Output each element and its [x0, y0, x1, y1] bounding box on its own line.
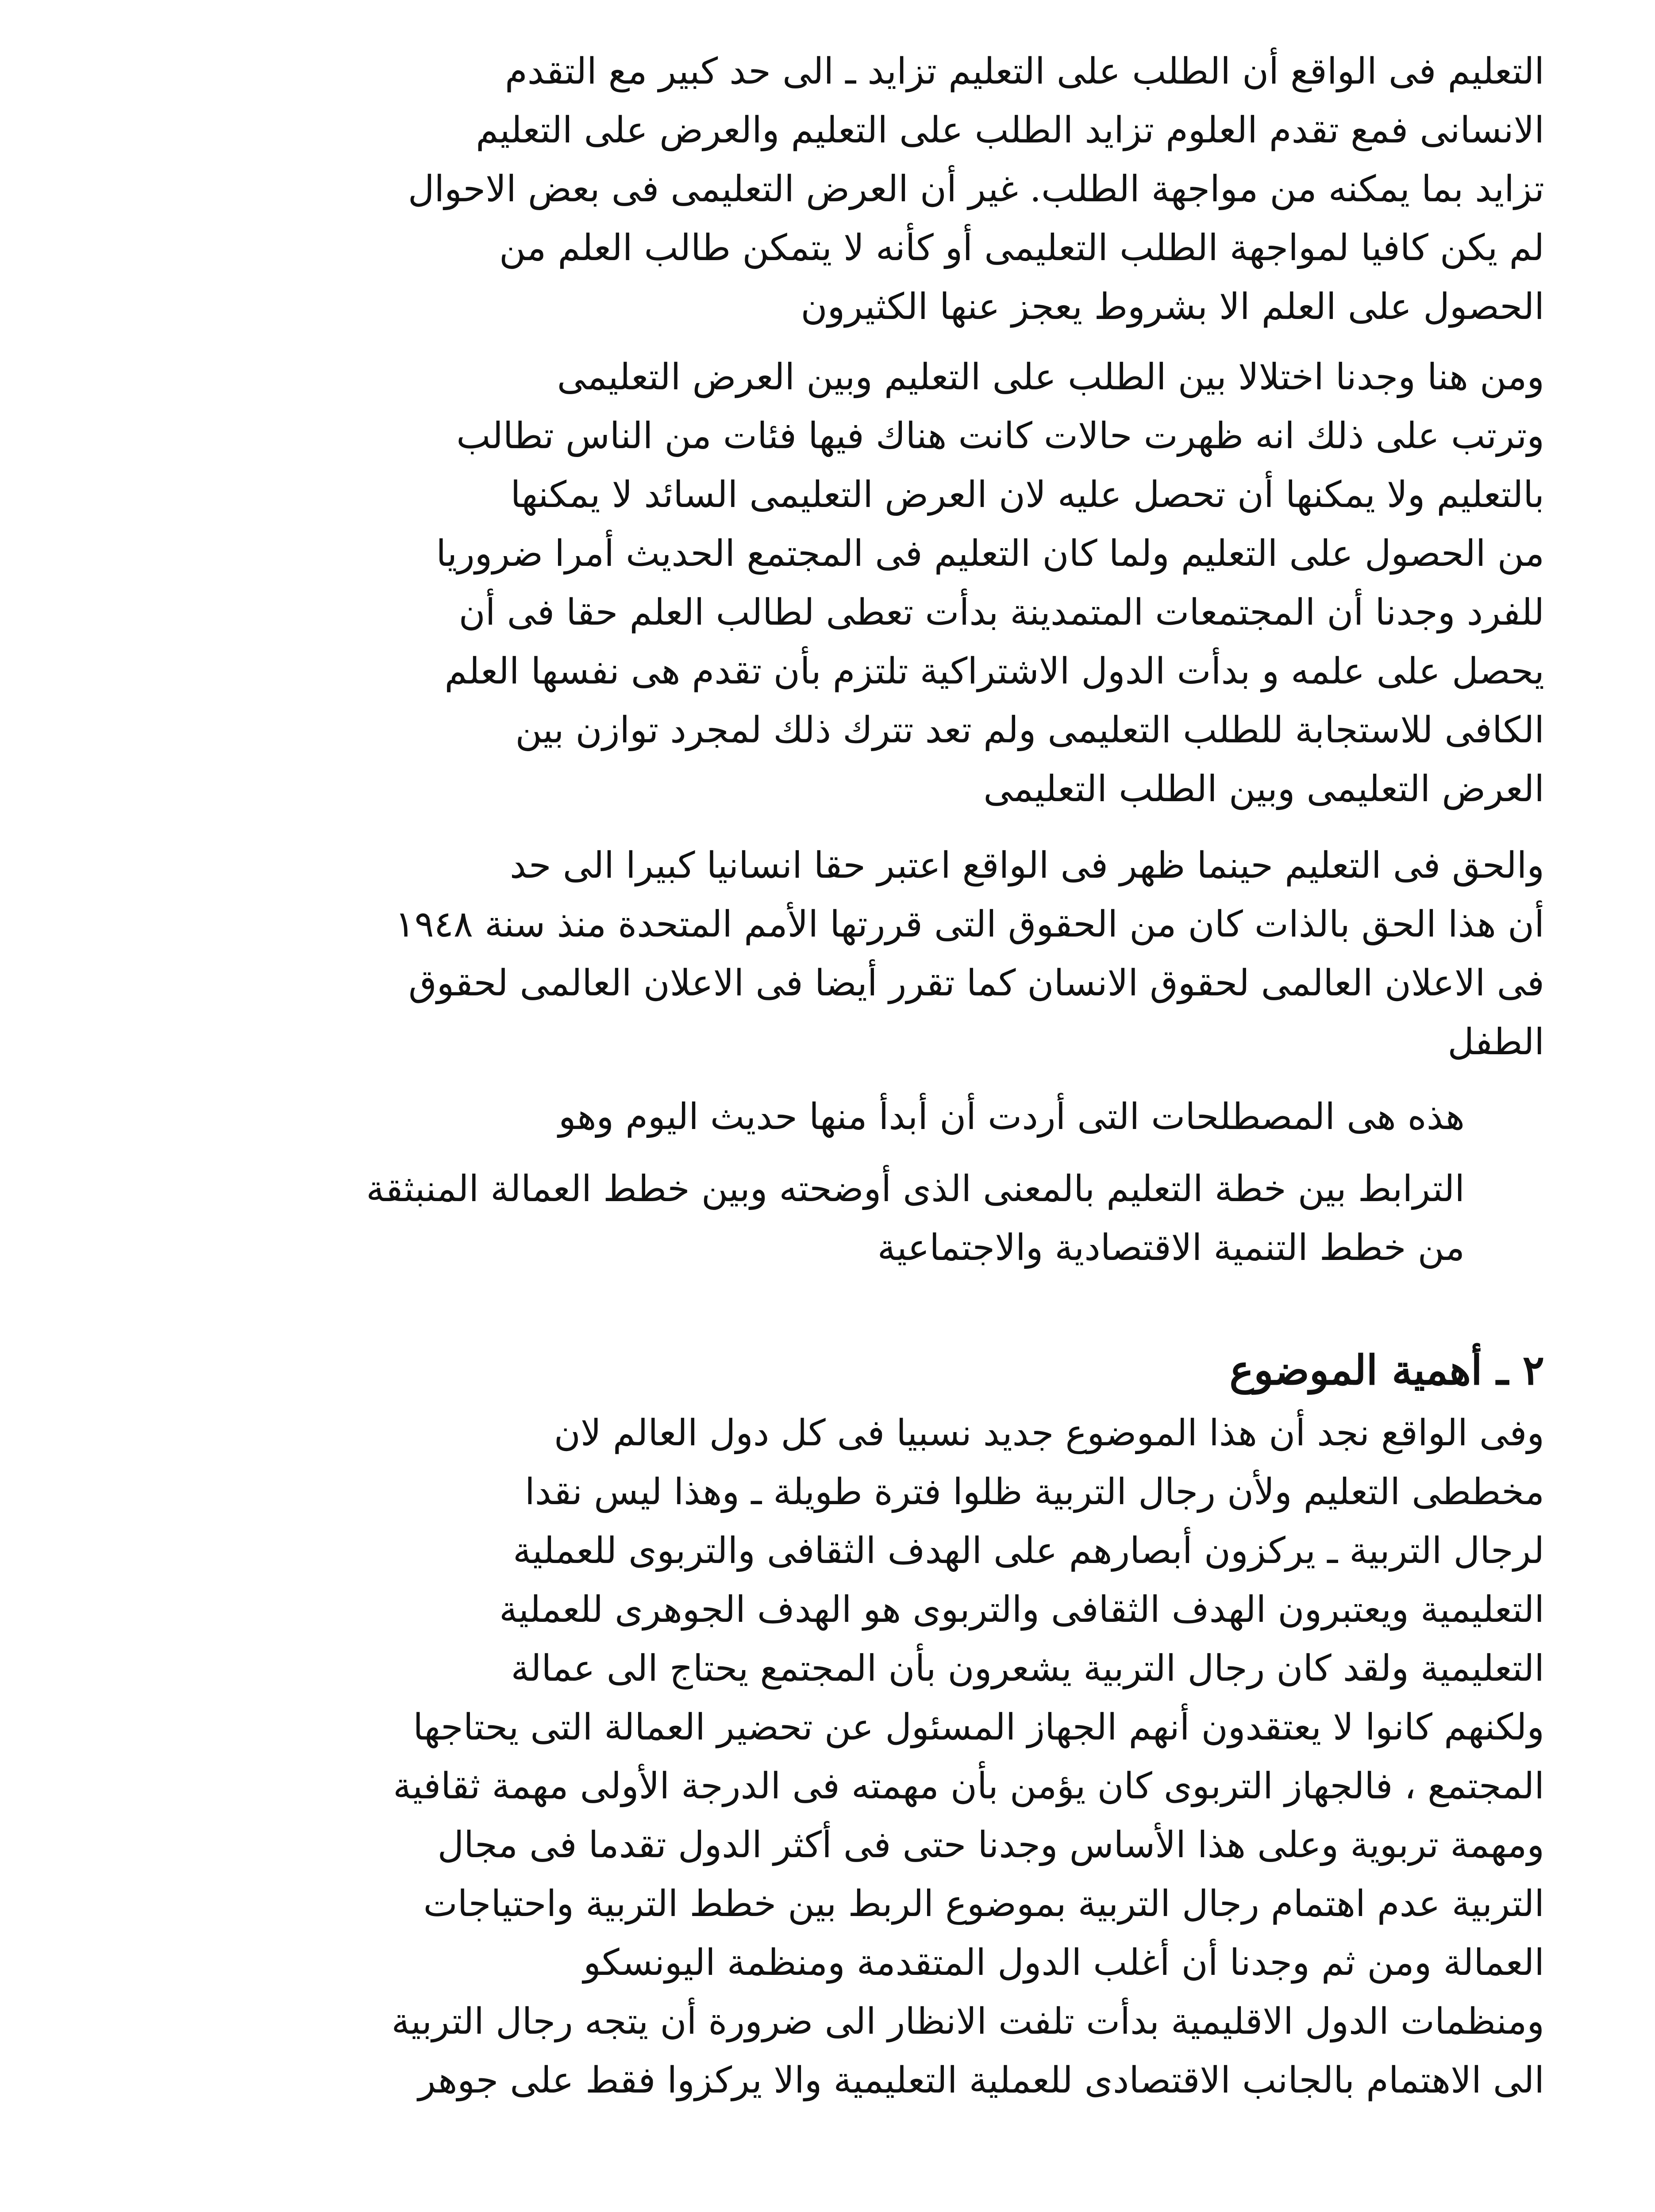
text-line: ومنظمات الدول الاقليمية بدأت تلفت الانظار الى ضرورة أن يتجه رجال التربية: [391, 2001, 1544, 2043]
text-line: أن هذا الحق بالذات كان من الحقوق التى قررتها الأمم المتحدة منذ سنة ١٩٤٨: [395, 903, 1544, 945]
text-line: العرض التعليمى وبين الطلب التعليمى: [983, 768, 1544, 810]
text-line: والحق فى التعليم حينما ظهر فى الواقع اعتبر حقا انسانيا كبيرا الى حد: [509, 845, 1544, 887]
text-line: من الحصول على التعليم ولما كان التعليم فى المجتمع الحديث أمرا ضروريا: [436, 533, 1544, 575]
text-line: للفرد وجدنا أن المجتمعات المتمدينة بدأت تعطى لطالب العلم حقا فى أن: [458, 591, 1544, 634]
text-line: التربية عدم اهتمام رجال التربية بموضوع الربط بين خطط التربية واحتياجات: [423, 1883, 1544, 1925]
section-heading: ٢ ـ أهمية الموضوع: [1229, 1346, 1544, 1394]
text-line: التعليم فى الواقع أن الطلب على التعليم تزايد ـ الى حد كبير مع التقدم: [504, 50, 1544, 92]
text-line: من خطط التنمية الاقتصادية والاجتماعية: [877, 1227, 1465, 1269]
text-line: لرجال التربية ـ يركزون أبصارهم على الهدف الثقافى والتربوى للعملية: [513, 1530, 1544, 1572]
text-line: الكافى للاستجابة للطلب التعليمى ولم تعد تترك ذلك لمجرد توازن بين: [515, 709, 1544, 751]
paragraph-3: [111, 836, 1544, 1071]
text-line: الانسانى فمع تقدم العلوم تزايد الطلب على التعليم والعرض على التعليم: [476, 109, 1544, 151]
text-line: مخططى التعليم ولأن رجال التربية ظلوا فترة طويلة ـ وهذا ليس نقدا: [524, 1471, 1544, 1513]
text-line: فى الاعلان العالمى لحقوق الانسان كما تقرر أيضا فى الاعلان العالمى لحقوق: [408, 962, 1544, 1004]
text-line: تزايد بما يمكنه من مواجهة الطلب. غير أن العرض التعليمى فى بعض الاحوال: [408, 168, 1544, 210]
text-line: الترابط بين خطة التعليم بالمعنى الذى أوضحته وبين خطط العمالة المنبثقة: [366, 1168, 1465, 1210]
text-line: ولكنهم كانوا لا يعتقدون أنهم الجهاز المسئول عن تحضير العمالة التى يحتاجها: [413, 1706, 1544, 1748]
text-line: الى الاهتمام بالجانب الاقتصادى للعملية التعليمية والا يركزوا فقط على جوهر: [418, 2059, 1544, 2101]
text-line: بالتعليم ولا يمكنها أن تحصل عليه لان العرض التعليمى السائد لا يمكنها: [510, 474, 1544, 516]
paragraph-5: [111, 1160, 1544, 1277]
text-line: التعليمية ولقد كان رجال التربية يشعرون بأن المجتمع يحتاج الى عمالة: [511, 1647, 1544, 1690]
text-line: هذه هى المصطلحات التى أردت أن أبدأ منها حديث اليوم وهو: [558, 1096, 1465, 1138]
text-line: ومهمة تربوية وعلى هذا الأساس وجدنا حتى فى أكثر الدول تقدما فى مجال: [437, 1824, 1544, 1866]
paragraph-2: [111, 348, 1544, 818]
body-text: [111, 42, 1544, 2110]
paragraph-6: [111, 1404, 1544, 2110]
text-line: العمالة ومن ثم وجدنا أن أغلب الدول المتقدمة ومنظمة اليونسكو: [583, 1942, 1544, 1984]
text-line: التعليمية ويعتبرون الهدف الثقافى والتربوى هو الهدف الجوهرى للعملية: [499, 1589, 1544, 1631]
text-line: لم يكن كافيا لمواجهة الطلب التعليمى أو كأنه لا يتمكن طالب العلم من: [499, 227, 1544, 269]
text-line: ومن هنا وجدنا اختلالا بين الطلب على التعليم وبين العرض التعليمى: [557, 356, 1544, 398]
text-line: وترتب على ذلك انه ظهرت حالات كانت هناك فيها فئات من الناس تطالب: [456, 415, 1544, 457]
text-line: وفى الواقع نجد أن هذا الموضوع جديد نسبيا فى كل دول العالم لان: [554, 1412, 1544, 1454]
text-line: الطفل: [1447, 1021, 1544, 1063]
paragraph-1: [111, 42, 1544, 336]
text-line: الحصول على العلم الا بشروط يعجز عنها الكثيرون: [801, 286, 1544, 328]
paragraph-4: [111, 1087, 1544, 1146]
text-line: يحصل على علمه و بدأت الدول الاشتراكية تلتزم بأن تقدم هى نفسها العلم: [444, 650, 1544, 692]
text-line: المجتمع ، فالجهاز التربوى كان يؤمن بأن مهمته فى الدرجة الأولى مهمة ثقافية: [393, 1765, 1544, 1807]
